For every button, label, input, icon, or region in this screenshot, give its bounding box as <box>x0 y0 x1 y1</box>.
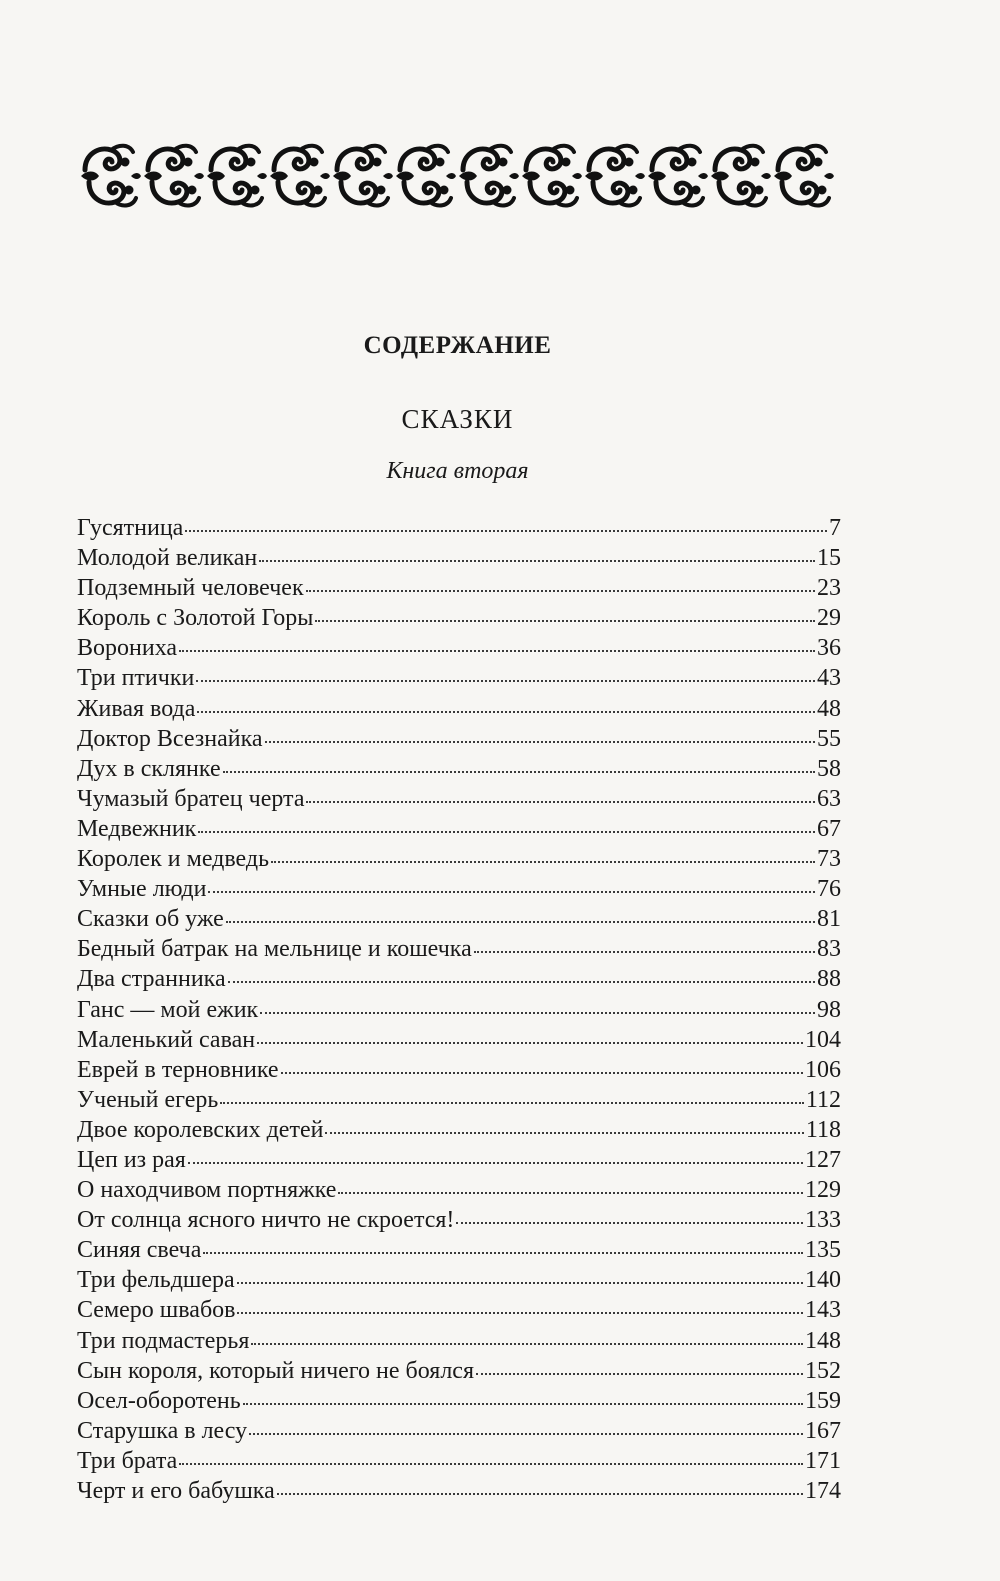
toc-entry-page: 98 <box>817 996 841 1023</box>
toc-entry-title: Доктор Всезнайка <box>77 725 263 752</box>
toc-entry-page: 76 <box>817 876 841 903</box>
toc-dot-leader <box>208 891 815 893</box>
toc-entry <box>77 1235 841 1265</box>
page-title: СОДЕРЖАНИЕ <box>363 332 552 359</box>
toc-dot-leader <box>257 1042 803 1044</box>
toc-entry-page: 36 <box>817 635 841 662</box>
toc-entry-title: Дух в склянке <box>77 755 221 782</box>
toc-dot-leader <box>260 1012 815 1014</box>
toc-entry <box>77 1175 841 1205</box>
toc-dot-leader <box>226 921 815 923</box>
toc-entry <box>77 1326 841 1356</box>
toc-entry <box>77 1205 841 1235</box>
toc-entry-page: 15 <box>817 545 841 572</box>
toc-entry-page: 159 <box>805 1387 841 1414</box>
toc-entry <box>77 543 841 573</box>
toc-entry <box>77 573 841 603</box>
toc-entry-title: От солнца ясного ничто не скроется! <box>77 1207 455 1234</box>
toc-entry <box>77 694 841 724</box>
toc-dot-leader <box>277 1493 803 1495</box>
toc-entry <box>77 663 841 693</box>
toc-entry-page: 58 <box>817 755 841 782</box>
toc-dot-leader <box>237 1282 803 1284</box>
toc-entry-page: 127 <box>805 1146 841 1173</box>
toc-dot-leader <box>315 620 815 622</box>
toc-entry-title: Черт и его бабушка <box>77 1478 275 1504</box>
toc-entry-page: 143 <box>805 1297 841 1324</box>
toc-entry-title: Ганс — мой ежик <box>77 996 259 1023</box>
toc-entry-title: Ворониха <box>77 635 178 662</box>
toc-dot-leader <box>243 1403 803 1405</box>
toc-entry-page: 55 <box>817 725 841 752</box>
toc-entry <box>77 1115 841 1145</box>
toc-entry <box>77 1025 841 1055</box>
toc-dot-leader <box>338 1192 803 1194</box>
toc-entry-title: Бедный батрак на мельнице и кошечка <box>77 936 472 963</box>
toc-entry-title: Сказки об уже <box>77 906 224 933</box>
toc-entry-title: Три подмастерья <box>77 1327 250 1354</box>
section-heading: СКАЗКИ <box>401 404 514 434</box>
toc-dot-leader <box>188 1162 803 1164</box>
toc-entry-page: 112 <box>805 1086 841 1113</box>
toc-entry-title: Сын короля, который ничего не боялся <box>77 1357 474 1384</box>
toc-entry-page: 48 <box>817 695 841 722</box>
toc-dot-leader <box>281 1072 803 1074</box>
toc-entry <box>77 1446 841 1476</box>
toc-entry-page: 73 <box>817 846 841 873</box>
toc-entry <box>77 874 841 904</box>
toc-entry-page: 29 <box>817 605 841 632</box>
toc-entry <box>77 1085 841 1115</box>
toc-entry <box>77 754 841 784</box>
toc-entry <box>77 1265 841 1295</box>
toc-dot-leader <box>197 711 815 713</box>
toc-entry-page: 88 <box>817 966 841 993</box>
toc-entry <box>77 1145 841 1175</box>
toc-dot-leader <box>228 981 815 983</box>
toc-entry-title: Семеро швабов <box>77 1297 236 1324</box>
toc-entry-page: 81 <box>817 906 841 933</box>
toc-entry-title: Ученый егерь <box>77 1086 219 1113</box>
toc-entry-page: 7 <box>829 515 841 541</box>
toc-dot-leader <box>265 741 815 743</box>
toc-entry-title: Гусятница <box>77 515 184 541</box>
toc-dot-leader <box>306 590 815 592</box>
toc-dot-leader <box>220 1102 804 1104</box>
toc-entry-title: Еврей в терновнике <box>77 1056 279 1083</box>
toc-entry-title: Король с Золотой Горы <box>77 605 314 632</box>
toc-dot-leader <box>476 1373 803 1375</box>
toc-entry-title: Синяя свеча <box>77 1237 202 1264</box>
toc-entry-page: 63 <box>817 785 841 812</box>
toc-entry <box>77 904 841 934</box>
toc-entry-title: Старушка в лесу <box>77 1417 248 1444</box>
toc-entry-title: Умные люди <box>77 876 207 903</box>
toc-entry-page: 83 <box>817 936 841 963</box>
toc-dot-leader <box>259 560 815 562</box>
toc-dot-leader <box>185 530 827 532</box>
toc-dot-leader <box>196 680 815 682</box>
toc-entry <box>77 513 841 543</box>
toc-entry <box>77 724 841 754</box>
toc-dot-leader <box>203 1252 803 1254</box>
toc-entry-title: Королек и медведь <box>77 846 270 873</box>
toc-dot-leader <box>456 1222 803 1224</box>
toc-dot-leader <box>474 951 815 953</box>
toc-entry-title: Два странника <box>77 966 226 993</box>
toc-entry-page: 106 <box>805 1056 841 1083</box>
toc-dot-leader <box>179 650 815 652</box>
toc-entry-page: 152 <box>805 1357 841 1384</box>
toc-entry-title: Живая вода <box>77 695 196 722</box>
toc-entry <box>77 1476 841 1506</box>
floral-border-ornament-icon <box>77 138 843 210</box>
toc-entry-page: 129 <box>805 1177 841 1204</box>
toc-entry <box>77 995 841 1025</box>
toc-entry <box>77 633 841 663</box>
toc-entry-title: Три брата <box>77 1447 178 1474</box>
toc-dot-leader <box>325 1132 803 1134</box>
toc-dot-leader <box>237 1312 803 1314</box>
toc-entry <box>77 934 841 964</box>
toc-entry <box>77 1055 841 1085</box>
toc-entry-page: 148 <box>805 1327 841 1354</box>
toc-entry <box>77 1416 841 1446</box>
toc-entry-title: Двое королевских детей <box>77 1116 324 1143</box>
toc-entry-title: Три птички <box>77 665 195 692</box>
toc-entry-page: 67 <box>817 815 841 842</box>
toc-entry-page: 135 <box>805 1237 841 1264</box>
toc-entry-page: 174 <box>805 1478 841 1504</box>
toc-entry <box>77 1386 841 1416</box>
toc-dot-leader <box>223 771 815 773</box>
toc-entry-page: 118 <box>805 1116 841 1143</box>
toc-dot-leader <box>251 1343 803 1345</box>
toc-dot-leader <box>179 1463 803 1465</box>
toc-entry-page: 133 <box>805 1207 841 1234</box>
toc-entry-title: Подземный человечек <box>77 575 304 602</box>
subsection-heading: Книга вторая <box>386 458 529 484</box>
toc-entry-title: Цеп из рая <box>77 1146 186 1173</box>
toc-entry-page: 140 <box>805 1267 841 1294</box>
toc-entry-page: 167 <box>805 1417 841 1444</box>
toc-entry-title: Маленький саван <box>77 1026 256 1053</box>
toc-dot-leader <box>271 861 815 863</box>
toc-entry <box>77 1356 841 1386</box>
toc-entry-page: 43 <box>817 665 841 692</box>
toc-entry-page: 104 <box>805 1026 841 1053</box>
toc-dot-leader <box>198 831 815 833</box>
toc-entry-title: Три фельдшера <box>77 1267 235 1294</box>
toc-dot-leader <box>306 801 815 803</box>
toc-entry-title: Чумазый братец черта <box>77 785 305 812</box>
toc-entry <box>77 964 841 994</box>
toc-entry-page: 171 <box>805 1447 841 1474</box>
toc-entry <box>77 844 841 874</box>
toc-entry-title: Молодой великан <box>77 545 258 572</box>
toc-entry-title: Медвежник <box>77 815 197 842</box>
toc-entry <box>77 814 841 844</box>
toc-entry <box>77 784 841 814</box>
table-of-contents <box>77 513 841 1506</box>
toc-dot-leader <box>249 1433 803 1435</box>
toc-entry-title: О находчивом портняжке <box>77 1177 337 1204</box>
toc-entry-page: 23 <box>817 575 841 602</box>
toc-entry <box>77 603 841 633</box>
toc-entry-title: Осел-оборотень <box>77 1387 241 1414</box>
toc-entry <box>77 1295 841 1325</box>
